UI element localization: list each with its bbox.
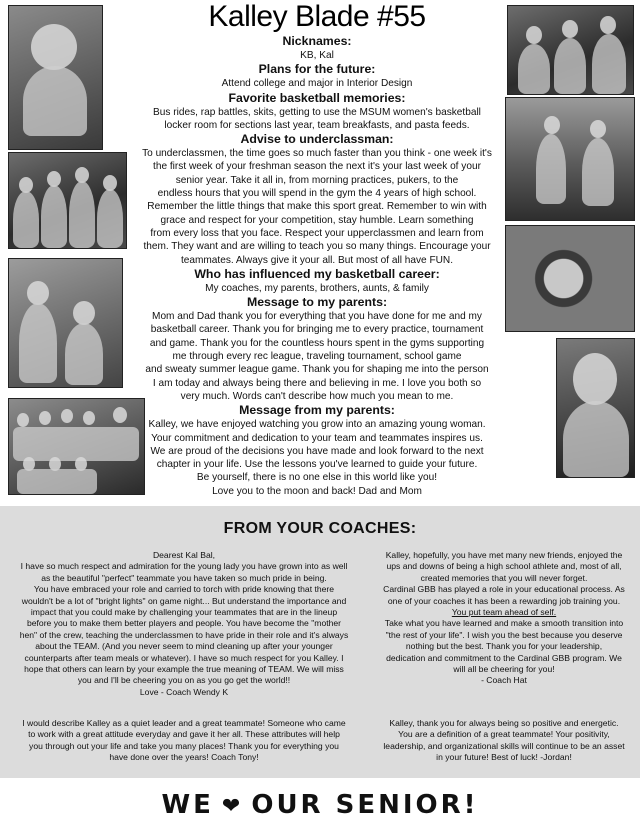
message-line: wouldn't be a lot of "bright lights" on game night... But understand the importance and: [21, 595, 347, 606]
coach-hat-message: [376, 550, 632, 687]
baby-photo: [8, 5, 103, 150]
heart-icon: ❤: [221, 794, 244, 819]
message-line: hen" of the crew, teaching the underclassmen to have pride in their role and it's always: [19, 629, 349, 640]
message-line: as the beautiful "perfect" teammate you have taken so much pride in being.: [41, 572, 327, 583]
section-heading: Nicknames:: [282, 34, 352, 48]
section-line: Remember the little things that make this sport great. Remember to win with: [147, 201, 487, 213]
message-line: hope that others can learn by your example the true meaning of TEAM. We will miss: [24, 664, 344, 675]
message-line: created memories that you will never forget.: [420, 572, 588, 583]
family-photo-top: [507, 5, 634, 95]
message-line: You are a definition of a great teammate! Your positivity,: [398, 729, 610, 740]
section-line: teammates. Always give it your all. But most of all have FUN.: [180, 254, 454, 266]
section-line: basketball career. Thank you for bringing me to every practice, tournament: [150, 324, 484, 336]
message-line: You have embraced your role and carried to torch with pride knowing that there: [33, 584, 335, 595]
message-line: Cardinal GBB has played a role in your educational process. As: [383, 584, 625, 595]
profile-column: [127, 0, 507, 498]
message-line: Kalley, hopefully, you have met many new friends, enjoyed the: [385, 550, 623, 560]
senior-banner: [0, 790, 640, 820]
section-line: Kalley, we have enjoyed watching you grow into an amazing young woman.: [148, 419, 486, 431]
section-line: from every loss that you face. Respect your upperclassmen and learn from: [150, 227, 484, 239]
message-line: nothing but the best. Thank you for your leadership,: [405, 641, 603, 652]
message-line: Kalley, thank you for always being so positive and energetic.: [389, 718, 619, 728]
message-line: ups and downs of being a high school athlete and, most of all,: [386, 561, 622, 572]
message-line: counterparts after team meals or whatever). I have so much respect for you Kalley. I: [24, 652, 344, 663]
message-line: leadership, and organizational skills will continue to be an asset: [383, 740, 625, 751]
message-line: about the TEAM. (And you never seem to mind cleaning up after your younger: [35, 641, 333, 652]
section-heading: Favorite basketball memories:: [228, 90, 406, 105]
underlined-line: You put team ahead of self.: [451, 607, 557, 618]
section-heading: Message to my parents:: [246, 295, 388, 310]
section-heading: Message from my parents:: [239, 403, 395, 418]
section-line: Bus rides, rap battles, skits, getting to use the MSUM women's basketball: [153, 106, 481, 118]
section-line: me through every rec league, traveling tournament, school game: [172, 351, 462, 363]
section-influences: [127, 267, 507, 295]
section-line: Attend college and major in Interior Design: [221, 78, 413, 90]
section-plans: [127, 62, 507, 90]
message-line: - Coach Hat: [481, 675, 527, 686]
section-line: My coaches, my parents, brothers, aunts, & family: [205, 282, 429, 294]
message-line: I have so much respect and admiration for the young lady you have grown into as well: [20, 561, 348, 572]
section-message-to-parents: [127, 295, 507, 403]
section-line: Mom and Dad thank you for everything that you have done for me and my: [152, 311, 482, 323]
message-line: one of your coaches it has been a rewarding job training you.: [387, 595, 621, 606]
section-line: We are proud of the decisions you have made and look forward to the next: [150, 445, 484, 457]
section-memories: [127, 91, 507, 133]
section-line: grace and respect for your competition, stay humble. Learn something: [160, 214, 474, 226]
section-line: chapter in your life. Use the lessons you've learned to guide your future.: [156, 459, 478, 471]
message-line: have done over the years! Coach Tony!: [109, 752, 259, 763]
message-line: to work with a great attitude everyday and gave it her all. These attributes will help: [28, 729, 340, 740]
banner-left: WE: [161, 790, 214, 820]
page-title: Kalley Blade #55: [208, 0, 426, 33]
team-photo: [8, 398, 145, 495]
coach-wendy-message: [8, 550, 360, 698]
section-line: and sweaty summer league game. Thank you for shaping me into the person: [145, 364, 489, 376]
message-line: "the rest of your life". I wish you the best because you deserve: [385, 629, 623, 640]
message-line: you through out your life and take you many places! Thank you for everything you: [29, 740, 339, 751]
section-nicknames: [127, 34, 507, 62]
section-line: Be yourself, there is no one else in this world like you!: [196, 472, 438, 484]
message-line: Dearest Kal Bal,: [152, 550, 216, 560]
message-line: before you to make them better players and people. You have become the "mother: [26, 618, 342, 629]
message-line: dedication and commitment to the Cardinal GBB program. We: [386, 652, 622, 663]
section-line: them. They want and are willing to teach you so many things. Encourage your: [143, 241, 491, 253]
message-line: Love - Coach Wendy K: [139, 686, 229, 697]
section-line: Love you to the moon and back! Dad and Mom: [212, 485, 422, 497]
message-line: impact that you could make by challenging your teammates that are in the lineup: [30, 607, 338, 618]
message-line: I would describe Kalley as a quiet leader and a great teammate! Someone who came: [22, 718, 346, 728]
section-heading: Plans for the future:: [258, 62, 376, 77]
banner-right: OUR SENIOR!: [251, 790, 479, 820]
game-action-photo: [505, 97, 635, 221]
group-photo: [8, 152, 127, 249]
section-line: the first week of your freshman season the next it's your last week of your: [153, 161, 481, 173]
portrait-photo: [556, 338, 635, 478]
section-line: I am today and always being there and believing in me. I love you both so: [152, 377, 482, 389]
section-line: senior year. Take it all in, from morning practices, pukers, to the: [175, 174, 459, 186]
section-line: Your commitment and dedication to your team and teammates inspires us.: [151, 432, 483, 444]
kids-photo: [8, 258, 123, 388]
section-heading: Who has influenced my basketball career:: [194, 266, 440, 281]
coaches-title: FROM YOUR COACHES:: [223, 520, 417, 537]
section-line: endless hours that you will spend in the gym the 4 years of high school.: [157, 188, 477, 200]
message-line: will all be cheering for you!: [453, 664, 555, 675]
section-line: very much. Words can't describe how much you mean to me.: [180, 390, 454, 402]
section-line: and game. Thank you for the countless hours spent in the gyms supporting: [149, 337, 485, 349]
section-message-from-parents: [127, 403, 507, 498]
coaches-section: [0, 506, 640, 778]
message-line: Take what you have learned and make a smooth transition into: [384, 618, 624, 629]
section-line: To underclassmen, the time goes so much faster than you think - one week it's: [142, 148, 492, 160]
dryer-photo: [505, 225, 635, 332]
section-heading: Advise to underclassman:: [240, 132, 394, 147]
coach-jordan-message: [376, 718, 632, 764]
section-line: locker room for sections last year, team breakfasts, and pasta feeds.: [164, 119, 470, 131]
message-line: you and I'll be cheering you on as you go get the world!!: [77, 675, 291, 686]
coach-tony-message: [8, 718, 360, 764]
section-line: KB, Kal: [300, 50, 334, 61]
section-advice: [127, 132, 507, 267]
message-line: in your future! Best of luck! -Jordan!: [436, 752, 572, 763]
